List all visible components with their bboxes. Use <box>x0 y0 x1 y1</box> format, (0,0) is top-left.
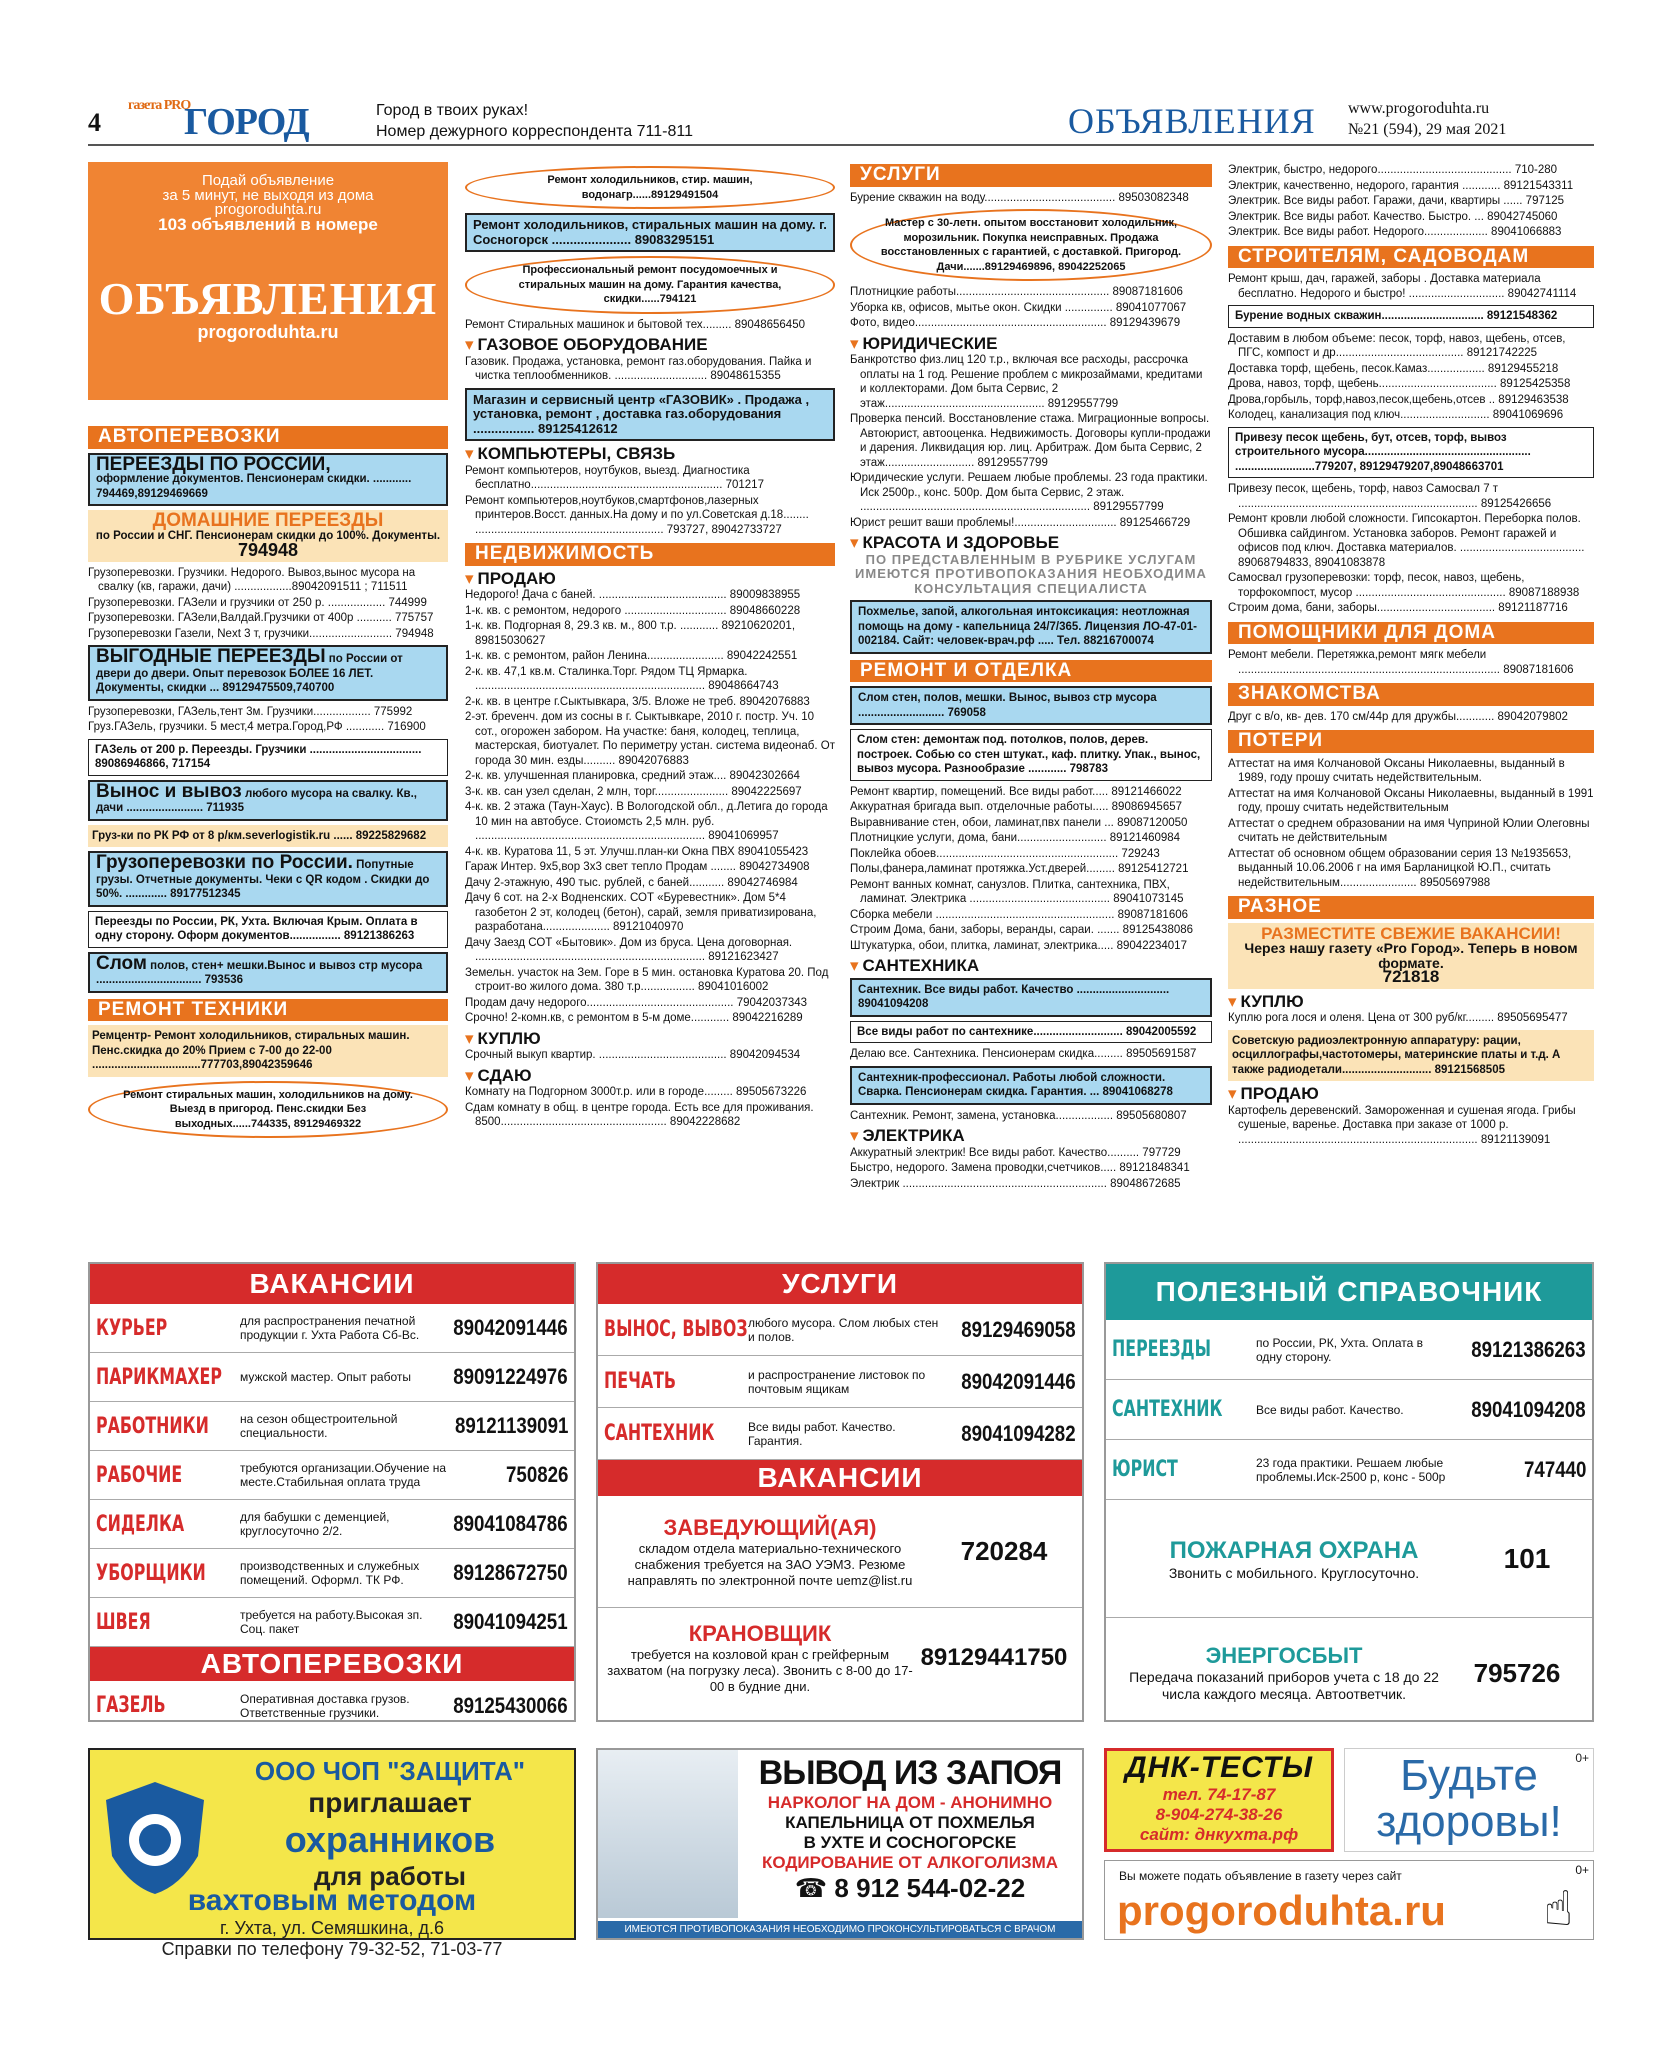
subsection: ▾ ПРОДАЮ <box>465 572 835 587</box>
classified-ad: Самосвал грузоперевозки: торф, песок, навоз, щебень, торфокомпост, мусор ............................................... 89087188938 <box>1228 572 1580 599</box>
classified-ad: Ремонт компьютеров, ноутбуков, выезд. Диагностика бесплатно............................................................ 701217 <box>465 464 764 491</box>
classified-ad: Уборка кв, офисов, мытье окон. Скидки ............... 89041077067 <box>850 301 1187 314</box>
panel-desc: мужской мастер. Опыт работы <box>240 1370 411 1384</box>
column-3 <box>850 162 1212 1192</box>
panel-phone: 89121386263 <box>1471 1336 1586 1362</box>
panel-desc: и распространение листовок по почтовым ящикам <box>748 1367 926 1396</box>
classified-ad: Недорого! Дача с баней. ........................................ 89009838955 <box>465 589 801 601</box>
shield-icon <box>100 1778 210 1898</box>
ad-box: ВЫГОДНЫЕ ПЕРЕЕЗДЫ по России от двери до двери. Опыт перевозок БОЛЕЕ 16 ЛЕТ. Документы, скидки ... 89129475509,740700 <box>88 645 448 701</box>
classified-ad: 4-к. кв. Куратова 11, 5 эт. Улучш.план-ки Окна ПВХ 89041055423 <box>465 845 809 858</box>
phone-icon: ☎ <box>794 1873 835 1903</box>
panel-name: САНТЕХНИК <box>1112 1397 1223 1422</box>
panel-desc: по России, РК, Ухта. Оплата в одну сторону. <box>1256 1335 1424 1364</box>
panel-phone: 89121139091 <box>454 1413 568 1438</box>
classified-ad: Плотницкие услуги, дома, бани............................ 89121460984 <box>850 832 1181 844</box>
subsection: ▾ ПРОДАЮ <box>1228 1087 1594 1102</box>
pointer-hand-icon: ☝ <box>1543 1883 1573 1936</box>
list-item <box>598 1356 1082 1408</box>
subsection: ▾ ЭЛЕКТРИКА <box>850 1129 1212 1144</box>
classified-ad: 1-к. кв. с ремонтом, район Ленина........................ 89042242551 <box>465 650 798 662</box>
ad-list <box>88 566 448 642</box>
panel-phone: 89091224976 <box>453 1364 568 1389</box>
panel-name: ПЕРЕЕЗДЫ <box>1112 1337 1212 1362</box>
panel-desc: 23 года практики. Решаем любые проблемы.Иск-2500 р, конс - 500р <box>1256 1455 1446 1484</box>
classified-ad: 1-к. кв. с ремонтом, недорого ................................ 89048660228 <box>465 604 801 617</box>
classified-ad: Аттестат об основном общем образовании серия 13 №1935653, выданный 10.06.2006 г на имя Барланицкой Ю.П., считать недействительным........................ 89505697988 <box>1228 847 1572 889</box>
classified-ad: Быстро, недорого. Замена проводки,счетчиков..... 89121848341 <box>850 1162 1190 1174</box>
subsection: ▾ САНТЕХНИКА <box>850 959 1212 974</box>
classified-ad: Аккуратная бригада вып. отделочные работы..... 89086945657 <box>850 801 1183 813</box>
classified-ad: Доставка торф, щебень, песок.Камаз.................. 89129455218 <box>1228 362 1559 375</box>
classified-ad: Комнату на Подгорном 3000т.р. или в городе......... 89505673226 <box>465 1086 807 1098</box>
classified-ad: Электрик. Все виды работ. Недорого.................... 89041066883 <box>1228 226 1562 238</box>
panel-desc: Оперативная доставка грузов. Ответственные грузчики. <box>240 1691 410 1720</box>
classified-ad: Картофель деревенский. Замороженная и сушеная ягода. Грибы сушеные, варенье. Доставка при заказе от 1000 р. ........................................................................... 89121139091 <box>1228 1104 1576 1146</box>
classified-ad: Сантехник. Ремонт, замена, установка.................. 89505680807 <box>850 1109 1187 1122</box>
ad-oval: Ремонт холодильников, стир. машин, водонагр......89129491504 <box>465 166 835 209</box>
banner-zapoy: ВЫВОД ИЗ ЗАПОЯ НАРКОЛОГ НА ДОМ - АНОНИМНО КАПЕЛЬНИЦА ОТ ПОХМЕЛЬЯ В УХТЕ И СОСНОГОРСКЕ КОДИРОВАНИЕ ОТ АЛКОГОЛИЗМА ☎ 8 912 544-02-22 ИМЕЮТСЯ ПРОТИВОПОКАЗАНИЯ НЕОБХОДИМО ПРОКОНСУЛЬТИРОВАТЬСЯ С ВРАЧОМ <box>596 1748 1084 1940</box>
panel-phone: 89125430066 <box>453 1692 568 1718</box>
classified-ad: Ремонт ванных комнат, санузлов. Плитка, сантехника, ПВХ, ламинат. Электрика ............................................ 89041073145 <box>850 878 1184 905</box>
section-pomoshniki: ПОМОЩНИКИ ДЛЯ ДОМА <box>1228 622 1594 645</box>
classified-ad: Земельн. участок на Зем. Горе в 5 мин. остановка Куратова 20. Под строит-во жилого дома. 380 т.р................. 89041016002 <box>465 966 829 993</box>
classified-ad: Грузоперевозки Газели, Next 3 т, грузчики.......................... 794948 <box>88 627 434 640</box>
panel-desc: на сезон общестроительной специальности. <box>240 1412 398 1440</box>
panel-phone: 747440 <box>1523 1456 1586 1482</box>
ad-box: Привезу песок щебень, бут, отсев, торф, вывоз строительного мусора.................................................... .........................779207, 89129479207,89048663701 <box>1228 427 1594 479</box>
panel-reference <box>1104 1262 1594 1722</box>
ad-box: Бурение водных скважин................................ 89121548362 <box>1228 305 1594 328</box>
panel-name: САНТЕХНИК <box>604 1421 715 1446</box>
subsection: ▾ СДАЮ <box>465 1069 835 1084</box>
ad-box: Вынос и вывоз любого мусора на свалку. Кв., дачи ........................ 711935 <box>88 780 448 821</box>
section-autoperevozki: АВТОПЕРЕВОЗКИ <box>88 426 448 449</box>
panel-title: ВАКАНСИИ <box>90 1264 574 1304</box>
promo-title: ОБЪЯВЛЕНИЯ <box>98 273 438 324</box>
classified-ad: Газовик. Продажа, установка, ремонт газ.оборудования. Пайка и чистка теплообменников. ............................. 89048615355 <box>465 355 812 382</box>
classified-ad: Сборка мебели ........................................................ 89087181606 <box>850 908 1189 921</box>
list-item <box>90 1681 574 1730</box>
list-item <box>90 1598 574 1647</box>
ad-box: Магазин и сервисный центр «ГАЗОВИК» . Продажа , установка, ремонт , доставка газ.оборудования ................. 89125412612 <box>465 388 835 442</box>
panel-vacancies <box>88 1262 576 1722</box>
panel-name: РАБОЧИЕ <box>96 1462 183 1488</box>
list-item <box>90 1353 574 1402</box>
panel-phone: 89128672750 <box>453 1560 568 1585</box>
classified-ad: Ремонт компьютеров,ноутбуков,смартфонов,лазерных принтеров.Восст. данных.На дому и по ул.Советская д.18........ ........................................................... 793727, 89042733727 <box>465 494 809 536</box>
banner-site: 0+ Вы можете подать объявление в газету через сайт progoroduhta.ru ☝ <box>1104 1860 1594 1940</box>
panel-desc: требуется на работу.Высокая зп. Соц. пакет <box>240 1608 423 1636</box>
classified-ad: Продам дачу недорого.............................................. 79042037343 <box>465 996 808 1009</box>
panel-title: УСЛУГИ <box>598 1264 1082 1304</box>
panel-phone: 89042091446 <box>453 1315 568 1340</box>
promo-block: Подай объявление за 5 минут, не выходя из дома progoroduhta.ru 103 объявлений в номере ОБЪЯВЛЕНИЯ progoroduhta.ru <box>88 162 448 400</box>
classified-ad: Юрист решит ваши проблемы!................................ 89125466729 <box>850 516 1191 529</box>
section-znakomstva: ЗНАКОМСТВА <box>1228 683 1594 706</box>
ad-list <box>465 588 835 1026</box>
panel-services <box>596 1262 1084 1722</box>
classified-ad: Аттестат о среднем образовании на имя Чуприной Юлии Олеговны считать не действительным <box>1228 817 1590 844</box>
classified-ad: Выравнивание стен, обои, ламинат,пвх панели ... 89087120050 <box>850 816 1188 829</box>
ad-oval: Профессиональный ремонт посудомоечных и стиральных машин на дому. Гарантия качества, скидки......794121 <box>465 256 835 314</box>
classified-ad: Бурение скважин на воду......................................... 89503082348 <box>850 191 1189 204</box>
logo: газета PRO ГОРОД <box>128 98 309 143</box>
panel-phone: 89041084786 <box>453 1511 568 1536</box>
classified-ad: Ремонт квартир, помещений. Все виды работ..... 89121466022 <box>850 785 1182 798</box>
classified-ad: Дачу 2-этажную, 490 тыс. рублей, с баней........... 89042746984 <box>465 876 798 889</box>
classified-ad: Срочный выкуп квартир. ........................................ 89042094534 <box>465 1049 801 1061</box>
list-item <box>90 1402 574 1451</box>
ad-box: Советскую радиоэлектронную аппаратуру: рации, осциллографы,частотомеры, материнские платы и т.д. А также радиодетали............................ 89121568505 <box>1228 1030 1594 1082</box>
panel-desc: Все виды работ. Качество. Гарантия. <box>748 1419 896 1448</box>
classified-ad: Колодец, канализация под ключ............................ 89041069696 <box>1228 409 1564 421</box>
classified-ad: Электрик, быстро, недорого.......................................... 710-280 <box>1228 164 1558 176</box>
issue-info: www.progoroduhta.ru №21 (594), 29 мая 2021 <box>1348 100 1507 138</box>
page-number: 4 <box>88 108 101 137</box>
panel-title: ПОЛЕЗНЫЙ СПРАВОЧНИК <box>1106 1264 1592 1320</box>
classified-ad: Банкротство физ.лиц 120 т.р., включая все расходы, рассрочка оплаты на 1 год. Решение проблем с микрозаймами, кредитами и коллекторами. Дом быта Сервис, 2 этаж.................................................. 89129557799 <box>850 354 1203 410</box>
section-nedvizhimost: НЕДВИЖИМОСТЬ <box>465 543 835 566</box>
list-item <box>598 1408 1082 1460</box>
list-item: ЗАВЕДУЮЩИЙ(АЯ) складом отдела материально-технического снабжения требуется на ЗАО УЭМЗ. Резюме направлять по электронной почте uemz@list.ru 720284 <box>598 1496 1082 1608</box>
subsection: ▾ ГАЗОВОЕ ОБОРУДОВАНИЕ <box>465 338 835 353</box>
classified-ad: Срочно! 2-комн.кв, с ремонтом в 5-м доме............ 89042216289 <box>465 1012 803 1024</box>
panel-phone: 89129469058 <box>961 1316 1076 1342</box>
list-item <box>90 1451 574 1500</box>
section-title: ОБЪЯВЛЕНИЯ <box>1068 101 1316 141</box>
banner-chop: ООО ЧОП "ЗАЩИТА" приглашает охранников для работы вахтовым методом г. Ухта, ул. Семяшкина, д.6 Справки по телефону 79-32-52, 71-03-77 <box>88 1748 576 1940</box>
panel-name: ПЕЧАТЬ <box>604 1369 676 1394</box>
classified-ad: Ремонт кровли любой сложности. Гипсокартон. Переборка полов. Обшивка сайдингом. Установка заборов. Ремонт гаражей и офисов под ключ. Доставка материалов. ....................................... 89068794833, 89041083878 <box>1228 513 1585 569</box>
ad-box: РАЗМЕСТИТЕ СВЕЖИЕ ВАКАНСИИ! Через нашу газету «Pro Город». Теперь в новом формате. 721818 <box>1228 923 1594 989</box>
panel-title: ВАКАНСИИ <box>598 1460 1082 1496</box>
list-item <box>90 1304 574 1353</box>
classified-ad: Аттестат на имя Колчановой Оксаны Николаевны, выданный в 1991 году, прошу считать недействительным <box>1228 787 1594 814</box>
panel-title: АВТОПЕРЕВОЗКИ <box>90 1647 574 1681</box>
classified-ad: Грузоперевозки. Грузчики. Недорого. Вывоз,вынос мусора на свалку (кв, гаражи, дачи) ..................89042091511 ; 711511 <box>88 566 416 593</box>
panel-name: ВЫНОС, ВЫВОЗ <box>604 1317 748 1342</box>
list-item <box>90 1500 574 1549</box>
classified-ad: 4-к. кв. 2 этажа (Таун-Хаус). В Вологодской обл., д.Летига до города 10 мин на автобусе. Стоиомсть 2,5 млн. руб. ........................................................................ 89041069957 <box>465 801 828 842</box>
ad-box: Грузоперевозки по России. Попутные грузы. Отчетные документы. Чеки с QR кодом . Скидки до 50%. ............. 89177512345 <box>88 851 448 907</box>
classified-ad: Гараж Интер. 9х5,вор 3х3 свет тепло Продам ........ 89042734908 <box>465 861 810 873</box>
ad-box: ДОМАШНИЕ ПЕРЕЕЗДЫ по России и СНГ. Пенсионерам скидки до 100%. Документы. 794948 <box>88 510 448 562</box>
ad-box: Переезды по России, РК, Ухта. Включая Крым. Оплата в одну сторону. Оформ документов................ 89121386263 <box>88 911 448 948</box>
classified-ad: Куплю рога лося и оленя. Цена от 300 руб/кг......... 89505695477 <box>1228 1012 1568 1024</box>
classified-ad: Дачу Заезд СОТ «Бытовик». Дом из бруса. Цена договорная. ........................................................................ 89121623427 <box>465 936 793 963</box>
panel-desc: для бабушки с деменцией, круглосуточно 2/2. <box>240 1510 390 1538</box>
list-item: ПОЖАРНАЯ ОХРАНА Звонить с мобильного. Круглосуточно. 101 <box>1106 1500 1592 1618</box>
column-2 <box>465 162 835 1131</box>
classified-ad: 2-к. кв. улучшенная планировка, средний этаж.... 89042302664 <box>465 770 800 782</box>
ad-list <box>850 785 1212 954</box>
section-remont-otdelka: РЕМОНТ И ОТДЕЛКА <box>850 660 1212 683</box>
classified-ad: Электрик ................................................................ 89048672685 <box>850 1177 1181 1190</box>
panel-name: ГАЗЕЛЬ <box>96 1693 166 1718</box>
panel-name: ЮРИСТ <box>1112 1457 1178 1482</box>
subsection: ▾ КУПЛЮ <box>465 1032 835 1047</box>
column-1 <box>88 162 448 1142</box>
section-poteri: ПОТЕРИ <box>1228 730 1594 753</box>
banner-dnk: ДНК-ТЕСТЫ тел. 74-17-87 8-904-274-38-26 сайт: днкухта.рф <box>1104 1748 1334 1852</box>
panel-phone: 89041094251 <box>453 1609 568 1634</box>
panel-phone: 89041094282 <box>961 1420 1076 1446</box>
classified-ad: Сдам комнату в общ. в центре города. Есть все для проживания. 8500.................................................... 89042228682 <box>465 1101 814 1128</box>
page-header <box>88 96 1594 146</box>
column-4 <box>1228 162 1594 1148</box>
section-uslugi: УСЛУГИ <box>850 164 1212 187</box>
classified-ad: Ремонт крыш, дач, гаражей, заборы . Доставка материала бесплатно. Недорого и быстро! .............................. 89042741114 <box>1228 273 1577 300</box>
panel-desc: производственных и служебных помещений. Оформл. ТК РФ. <box>240 1559 420 1587</box>
section-remont-tehniki: РЕМОНТ ТЕХНИКИ <box>88 999 448 1022</box>
doctor-image <box>598 1750 738 1918</box>
classified-ad: Фото, видео............................................................ 89129439679 <box>850 317 1181 329</box>
classified-ad: Привезу песок, щебень, торф, навоз Самосвал 7 т ........................................................................... 89125426656 <box>1228 483 1552 510</box>
classified-ad: Грузоперевозки. ГАЗели и грузчики от 250 р. .................. 744999 <box>88 596 427 609</box>
panel-phone: 89042091446 <box>961 1368 1076 1394</box>
classified-ad: Дрова, навоз, торф, щебень..................................... 89125425358 <box>1228 378 1571 390</box>
panel-name: ПАРИКМАХЕР <box>96 1364 222 1390</box>
classified-ad: Полы,фанера,ламинат протяжка.Уст.дверей......... 89125412721 <box>850 863 1189 875</box>
ad-box: Все виды работ по сантехнике............................ 89042005592 <box>850 1021 1212 1044</box>
classified-ad: Грузоперевозки. ГАЗели,Валдай.Грузчики от 400р ........... 775757 <box>88 612 434 624</box>
panel-desc: любого мусора. Слом любых стен и полов. <box>748 1315 939 1344</box>
section-raznoe: РАЗНОЕ <box>1228 896 1594 919</box>
list-item <box>1106 1440 1592 1500</box>
ad-oval: Мастер с 30-летн. опытом восстановит холодильник, морозильник. Покупка неисправных. Продажа восстановленных с гарантией, с доставкой. Пригород. Дачи.......89129469896, 89042252065 <box>850 209 1212 281</box>
classified-ad: Грузоперевозки, ГАЗель,тент 3м. Грузчики.................. 775992 <box>88 705 413 718</box>
subsection: ▾ КОМПЬЮТЕРЫ, СВЯЗЬ <box>465 447 835 462</box>
header-slogan: Город в твоих руках! Номер дежурного корреспондента 711-811 <box>376 102 693 140</box>
ad-box: Сантехник-профессионал. Работы любой сложности. Сварка. Пенсионерам скидка. Гарантия. ... 89041068278 <box>850 1066 1212 1105</box>
classified-ad: Проверка пенсий. Восстановление стажа. Миграционные вопросы. Автоюрист, автооценка. Недвижимость. Договоры купли-продажи и дарения. Ликвидация юр. лиц. Арбитраж. Дом быта Сервис, 2 этаж............................ 89129557799 <box>850 413 1211 469</box>
ad-box: ГАЗель от 200 р. Переезды. Грузчики ................................... 89086946866, 717154 <box>88 739 448 776</box>
list-item <box>90 1549 574 1598</box>
disclaimer: ПО ПРЕДСТАВЛЕННЫМ В РУБРИКЕ УСЛУГАМ ИМЕЮТСЯ ПРОТИВОПОКАЗАНИЯ НЕОБХОДИМА КОНСУЛЬТАЦИЯ СПЕЦИАЛИСТА <box>855 551 1207 596</box>
classified-ad: Электрик. Все виды работ. Качество. Быстро. ... 89042745060 <box>1228 210 1558 223</box>
list-item <box>598 1304 1082 1356</box>
ad-box: ПЕРЕЕЗДЫ ПО РОССИИ, оформление документов. Пенсионерам скидки. ............ 794469,89129469669 <box>88 453 448 507</box>
ad-box: Сантехник. Все виды работ. Качество ............................. 89041094208 <box>850 978 1212 1017</box>
classified-ad: Аттестат на имя Колчановой Оксаны Николаевны, выданный в 1989, году прошу считать недействительным. <box>1228 757 1565 784</box>
panel-desc: Все виды работ. Качество. <box>1256 1402 1404 1417</box>
classified-ad: Аккуратный электрик! Все виды работ. Качество.......... 797729 <box>850 1146 1181 1159</box>
panel-phone: 89041094208 <box>1471 1396 1586 1422</box>
panel-name: УБОРЩИКИ <box>96 1560 206 1586</box>
classified-ad: Дачу 6 сот. на 2-х Водненских. СОТ «Буревестник». Дом 5*4 газобетон 2 эт, колодец (бетон), сарай, земля приватизирована, разработана..................... 89121040970 <box>465 892 817 933</box>
subsection: ▾ КРАСОТА И ЗДОРОВЬЕ <box>850 536 1212 551</box>
ad-box: Похмелье, запой, алкогольная интоксикация: неотложная помощь на дому - капельница 24/7/365. Лицензия ЛО-47-01-002184. Сайт: человек-врач.рф ..... Тел. 88216700074 <box>850 600 1212 654</box>
panel-phone: 750826 <box>505 1462 568 1487</box>
classified-ad: Делаю все. Сантехника. Пенсионерам скидка......... 89505691587 <box>850 1048 1197 1060</box>
subsection: ▾ КУПЛЮ <box>1228 995 1594 1010</box>
ad-box: Ремонт холодильников, стиральных машин на дому. г. Сосногорск ...................... 89083295151 <box>465 213 835 252</box>
classified-ad: Строим Дома, бани, заборы, веранды, сараи. ....... 89125438086 <box>850 924 1194 936</box>
classified-ad: Электрик. Все виды работ. Гаражи, дачи, квартиры ...... 797125 <box>1228 195 1565 207</box>
classified-ad: Ремонт Стиральных машинок и бытовой тех......... 89048656450 <box>465 318 805 331</box>
classified-ad: Поклейка обоев......................................................... 729243 <box>850 847 1160 860</box>
classified-ad: Дрова,горбыль, торф,навоз,песок,щебень,отсев .. 89129463538 <box>1228 393 1569 406</box>
classified-ad: Ремонт мебели. Перетяжка,ремонт мягк мебели .................................................................................. 89087181606 <box>1228 649 1574 676</box>
classified-ad: 2-к. кв. в центре г.Сыктывкара, 3/5. Вложе не треб. 89042076883 <box>465 695 810 708</box>
ad-box: Груз-ки по РК РФ от 8 р/км.severlogistik.ru ...... 89225829682 <box>88 825 448 848</box>
panel-name: КУРЬЕР <box>96 1315 168 1341</box>
ad-oval: Ремонт стиральных машин, холодильников на дому. Выезд в пригород. Пенс.скидки Без выходных......744335, 89129469322 <box>88 1081 448 1139</box>
ad-box: Слом стен: демонтаж под. потолков, полов, дерев. построек. Собью со стен штукат., каф. плитку. Упак., вынос, вывоз мусора. Разнообразие ............ 798783 <box>850 729 1212 781</box>
classified-ad: 3-к. кв. сан узел сделан, 2 млн, торг....................... 89042225697 <box>465 785 802 798</box>
list-item <box>1106 1380 1592 1440</box>
classified-ad: Груз.ГАЗель, грузчики. 5 мест,4 метра.Город,РФ ............ 716900 <box>88 721 426 733</box>
classified-ad: Друг с в/о, кв- дев. 170 см/44р для дружбы............ 89042079802 <box>1228 710 1568 723</box>
panel-name: ШВЕЯ <box>96 1609 151 1635</box>
subsection: ▾ ЮРИДИЧЕСКИЕ <box>850 337 1212 352</box>
list-item: КРАНОВЩИК требуется на козловой кран с грейферным захватом (на погрузку леса). Звонить с 8-00 до 17-00 в будние дни. 89129441750 <box>607 1621 1068 1694</box>
classified-ad: Юридические услуги. Решаем любые проблемы. 23 года практики. Иск 2500р., конс. 500р. Дом быта Сервис, 2 этаж. ........................................................................ 89129557799 <box>850 472 1208 513</box>
list-item <box>1106 1320 1592 1380</box>
classified-ad: 2-эт. брevенч. дом из сосны в г. Сыктывкаре, 2010 г. постр. Уч. 10 сот., огорожен забором. На участке: баня, колодец, теплица, мастерская, биотуалет. По периметру устан. система видеонаб. От города 30 мин. езды.......... 89042076883 <box>465 711 835 767</box>
panel-name: РАБОТНИКИ <box>96 1413 209 1439</box>
classified-ad: Электрик, качественно, недорого, гарантия ............ 89121543311 <box>1228 179 1574 192</box>
classified-ad: Штукатурка, обои, плитка, ламинат, электрика..... 89042234017 <box>850 939 1187 952</box>
list-item: ЭНЕРГОСБЫТ Передача показаний приборов учета с 18 до 22 числа каждого месяца. Автоответчик. 795726 <box>1129 1643 1561 1702</box>
classified-ad: 2-к. кв. 47,1 кв.м. Сталинка.Торг. Рядом ТЦ Ярмарка. ........................................................................ 89048664743 <box>465 665 779 692</box>
classified-ad: Плотницкие работы................................................ 89087181606 <box>850 286 1183 298</box>
classified-ad: Строим дома, бани, заборы..................................... 89121187716 <box>1228 602 1568 614</box>
ad-box: Слом стен, полов, мешки. Вынос, вывоз стр мусора ........................... 769058 <box>850 686 1212 725</box>
section-stroitelyam: СТРОИТЕЛЯМ, САДОВОДАМ <box>1228 246 1594 269</box>
classified-ad: Доставим в любом объеме: песок, торф, навоз, щебень, отсев, ПГС, компост и др........................................ 89121742225 <box>1228 332 1566 359</box>
ad-box: Ремцентр- Ремонт холодильников, стиральных машин. Пенс.скидка до 20% Прием с 7-00 до 22-00 ..................................777703,89042359646 <box>88 1025 448 1077</box>
ad-box: Слом полов, стен+ мешки.Вынос и вывоз стр мусора ................................. 793536 <box>88 952 448 993</box>
panel-desc: требуются организации.Обучение на месте.Стабильная оплата труда <box>240 1461 447 1489</box>
classified-ad: 1-к. кв. Подгорная 8, 29.3 кв. м., 800 т.р. ............ 89210620201, 89815030627 <box>465 620 796 647</box>
panel-name: СИДЕЛКА <box>96 1511 185 1537</box>
banner-health: 0+ Будьте здоровы! <box>1344 1748 1594 1852</box>
panel-desc: для распространения печатной продукции г. Ухта Работа Сб-Вс. <box>240 1314 420 1342</box>
